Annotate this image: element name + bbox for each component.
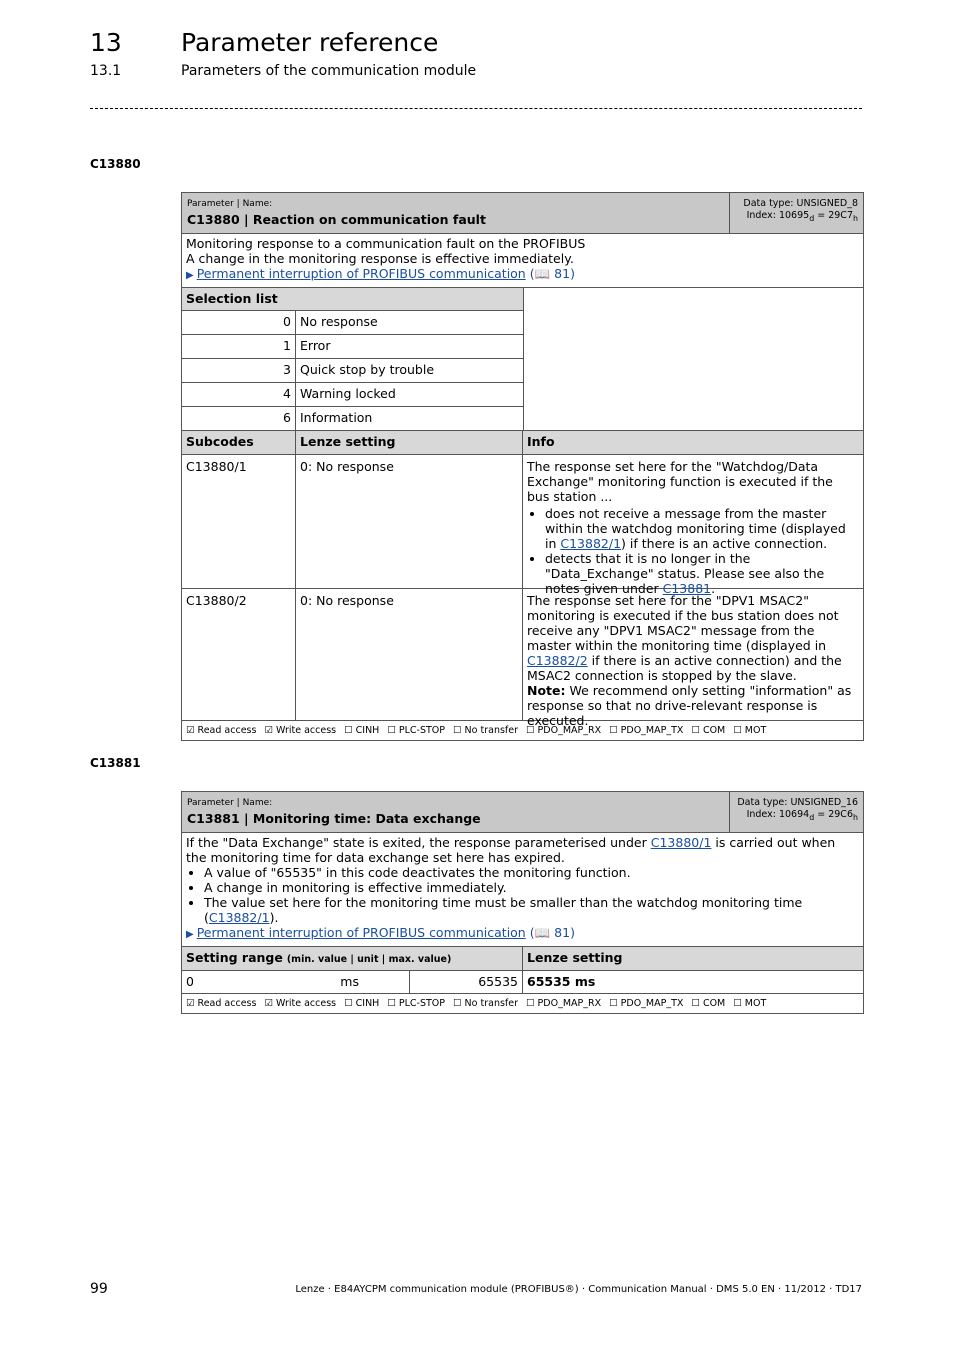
- c13882-1-link[interactable]: C13882/1: [560, 536, 622, 551]
- access-flag: ☐ PDO_MAP_RX: [526, 725, 602, 736]
- param-label: Parameter | Name:: [187, 199, 273, 209]
- selection-value: 3: [182, 359, 296, 382]
- range-values: [182, 971, 863, 994]
- param-name: C13880 | Reaction on communication fault: [187, 212, 486, 227]
- book-icon: 📖: [534, 266, 551, 281]
- selection-list: [182, 288, 863, 431]
- selection-label: Error: [300, 338, 331, 353]
- selection-value: 6: [182, 407, 296, 430]
- lenze-value: 65535 ms: [527, 974, 596, 989]
- link-row: ▶ Permanent interruption of PROFIBUS communication (📖 81): [186, 266, 575, 281]
- access-flag: ☐ COM: [691, 725, 726, 736]
- page-number: 99: [90, 1281, 108, 1297]
- range-header: Setting range (min. value | unit | max. value) Lenze setting: [182, 947, 863, 971]
- triangle-right-icon: ▶: [186, 929, 194, 940]
- profibus-interruption-link[interactable]: Permanent interruption of PROFIBUS communication: [196, 925, 526, 940]
- access-flag: ☐ CINH: [344, 725, 380, 736]
- access-flags: [182, 994, 863, 1013]
- selection-item: [182, 359, 523, 383]
- access-flag: ☐ No transfer: [453, 725, 519, 736]
- access-flag: ☑ Read access: [186, 725, 257, 736]
- document-footer: Lenze · E84AYCPM communication module (PROFIBUS®) · Communication Manual · DMS 5.0 EN · 11/2012 · TD17: [295, 1284, 862, 1295]
- selection-value: 4: [182, 383, 296, 406]
- desc-line: A change in the monitoring response is effective immediately.: [186, 251, 574, 266]
- access-flag: ☑ Write access: [264, 725, 337, 736]
- unit: ms: [296, 971, 410, 993]
- c13882-1-link[interactable]: C13882/1: [208, 910, 270, 925]
- access-flag: ☐ PLC-STOP: [387, 725, 446, 736]
- subcode-row: C13880/2 0: No response The response set here for the "DPV1 MSAC2" monitoring is executed if the bus station does not receive any "DPV1 MSAC2" message from the master within the monitoring time (displayed in C13882/2 if there is an active connection) and the MSAC2 connection is stopped by the slave. Note: We recommend only setting "information" as response so that no drive-relevant response is executed.: [182, 589, 863, 721]
- data-type: Data type: UNSIGNED_16: [737, 797, 858, 808]
- profibus-interruption-link[interactable]: Permanent interruption of PROFIBUS communication: [196, 266, 526, 281]
- section-title: Parameters of the communication module: [181, 63, 477, 79]
- index: Index: $10694_d = 29C6_h$: [746, 809, 858, 822]
- subcodes-header: Subcodes Lenze setting Info: [182, 431, 863, 455]
- index: Index: $10695_d = 29C7_h$: [746, 210, 858, 223]
- link-page[interactable]: 81: [554, 925, 571, 940]
- selection-label: Warning locked: [300, 386, 396, 401]
- c13881-header: [182, 792, 863, 833]
- access-flag: ☐ MOT: [733, 998, 767, 1009]
- access-flag: ☐ MOT: [733, 725, 767, 736]
- desc-line: Monitoring response to a communication fault on the PROFIBUS: [186, 236, 586, 251]
- c13881-description: If the "Data Exchange" state is exited, the response parameterised under C13880/1 is carried out when the monitoring time for data exchange set here has expired. • A value of "65535" in this code deactivates the monitoring function. • A change in monitoring is effective immediately. • The value set here for the monitoring time must be smaller than the watchdog monitoring time (C13882/1). ▶ Permanent interruption of PROFIBUS communication (📖 81): [182, 833, 863, 947]
- min-value: 0: [186, 974, 194, 989]
- access-flag: ☐ No transfer: [453, 998, 519, 1009]
- selection-item: [182, 311, 523, 335]
- access-flag: ☐ COM: [691, 998, 726, 1009]
- chapter-number: 13: [90, 28, 122, 57]
- selection-item: [182, 407, 523, 430]
- access-flag: ☐ PDO_MAP_RX: [526, 998, 602, 1009]
- selection-label: Information: [300, 410, 373, 425]
- access-flag: ☐ CINH: [344, 998, 380, 1009]
- access-flag: ☐ PDO_MAP_TX: [609, 725, 684, 736]
- c13880-heading: C13880: [90, 157, 141, 171]
- c13880-1-link[interactable]: C13880/1: [650, 835, 712, 850]
- chapter-title: Parameter reference: [181, 28, 439, 57]
- subcode-row: C13880/1 0: No response The response set here for the "Watchdog/Data Exchange" monitoring function is executed if the bus station ... • does not receive a message from the master within the watchdog monitoring time (displayed in C13882/1) if there is an active connection. • detects that it is no longer in the "Data_Exchange" status. Please see also the notes given under C13881.: [182, 455, 863, 589]
- selection-value: 1: [182, 335, 296, 358]
- c13880-description: [182, 234, 863, 288]
- triangle-right-icon: ▶: [186, 270, 194, 281]
- selection-item: [182, 383, 523, 407]
- access-flag: ☑ Write access: [264, 998, 337, 1009]
- book-icon: 📖: [534, 925, 551, 940]
- header-divider: [90, 108, 862, 109]
- c13880-table: [181, 192, 864, 741]
- c13882-2-link[interactable]: C13882/2: [527, 653, 588, 668]
- param-name: C13881 | Monitoring time: Data exchange: [187, 811, 481, 826]
- max-value: 65535: [410, 971, 523, 993]
- access-flags: [182, 721, 863, 740]
- selection-label: Quick stop by trouble: [300, 362, 435, 377]
- c13881-table: [181, 791, 864, 1014]
- param-label: Parameter | Name:: [187, 798, 273, 808]
- selection-value: 0: [182, 311, 296, 334]
- access-flag: ☐ PLC-STOP: [387, 998, 446, 1009]
- section-number: 13.1: [90, 63, 122, 79]
- selection-item: [182, 335, 523, 359]
- data-type: Data type: UNSIGNED_8: [743, 198, 858, 209]
- selection-label: No response: [300, 314, 378, 329]
- link-page[interactable]: 81: [554, 266, 571, 281]
- link-row: ▶ Permanent interruption of PROFIBUS communication (📖 81): [186, 925, 575, 940]
- access-flag: ☐ PDO_MAP_TX: [609, 998, 684, 1009]
- c13881-link[interactable]: C13881: [662, 581, 712, 596]
- selection-label: Selection list: [182, 288, 523, 311]
- access-flag: ☑ Read access: [186, 998, 257, 1009]
- c13881-heading: C13881: [90, 756, 141, 770]
- c13880-header: [182, 193, 863, 234]
